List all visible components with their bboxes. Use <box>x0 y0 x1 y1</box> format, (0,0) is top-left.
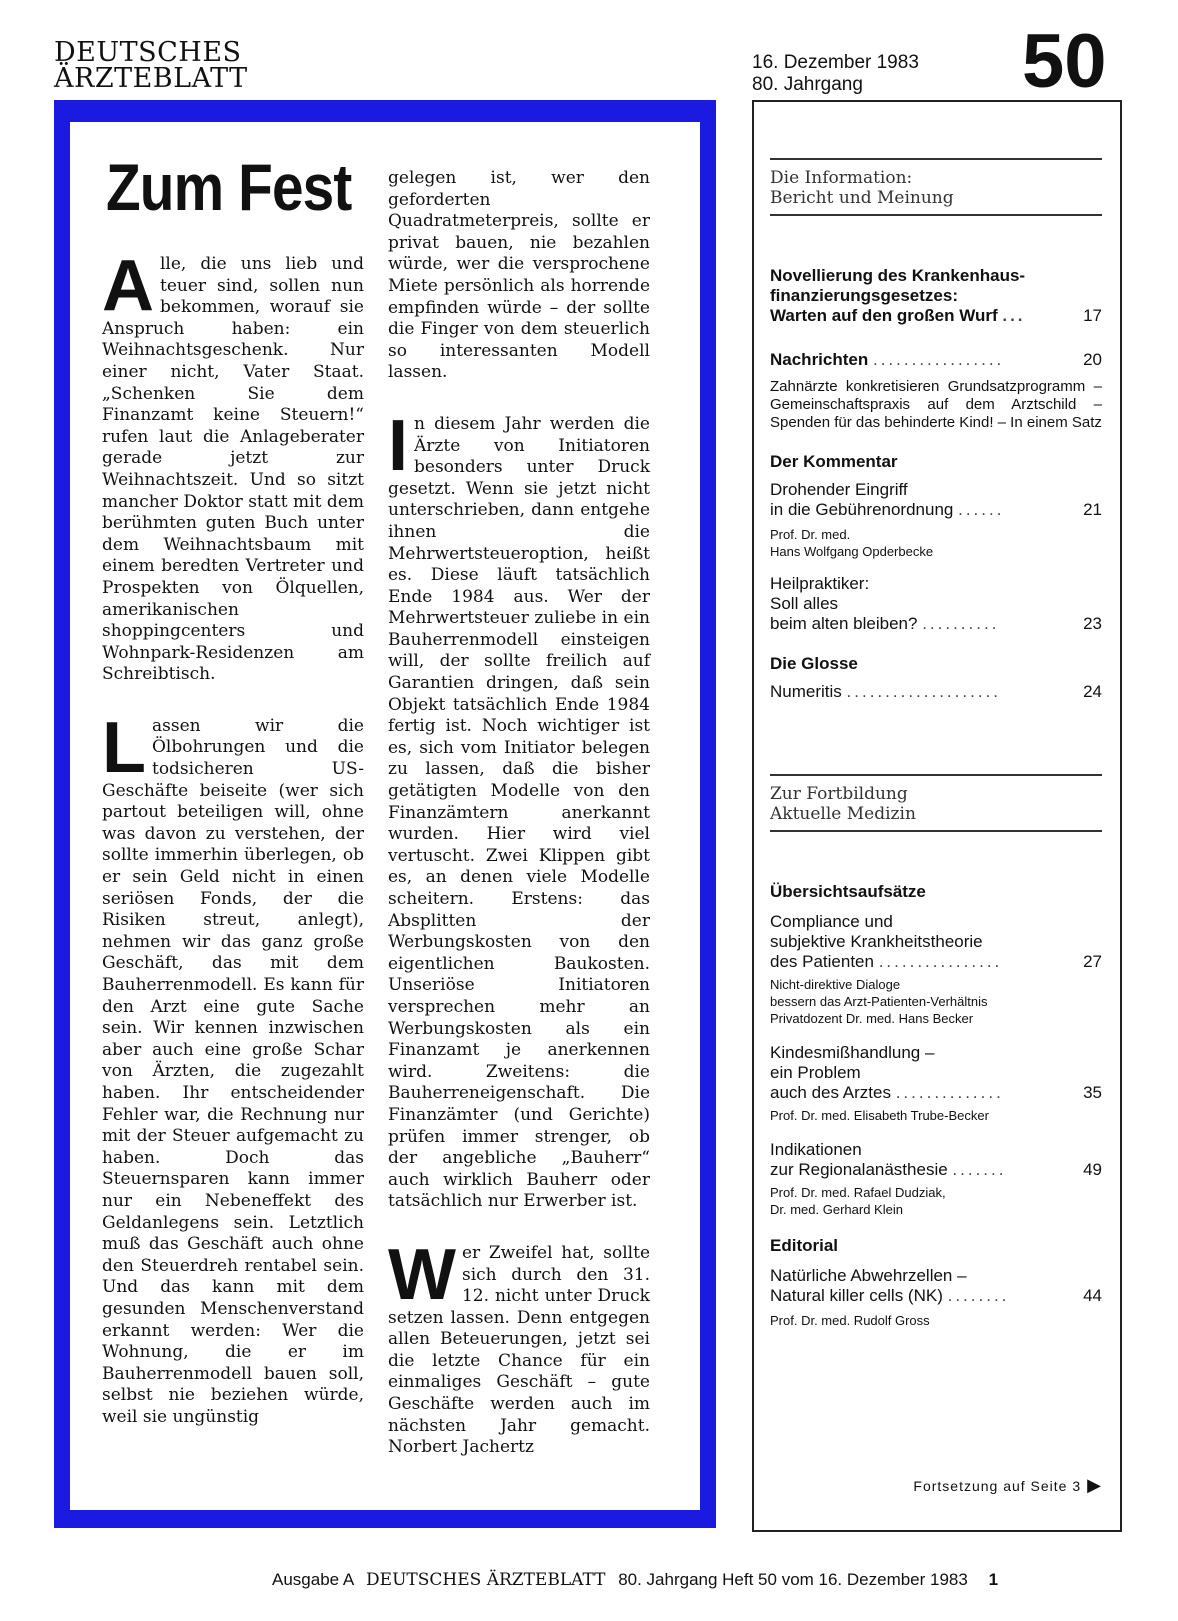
toc-entry-novellierung[interactable] <box>770 266 1102 326</box>
toc-category: Der Kommentar <box>770 452 898 471</box>
leader-dots: .................... <box>846 682 1001 701</box>
paragraph-text: assen wir die Ölbohrungen und die todsicheren US-Geschäfte beiseite (wer sich partout beteiligen will, ohne was davon zu verstehen, der sollte immerhin überlegen, ob er sein Geld nicht in einen seriösen Fonds, der die Risiken streut, anlegt), nehmen wir das ganz große Geschäft, das mit dem Bauherrenmodell. Es kann für den Arzt eine gute Sache sein. Wir kennen inzwischen aber auch eine große Schar von Ärzten, die zugezahlt haben. Ihr entscheidender Fehler war, die Rechnung nur mit der Steuer aufgemacht zu haben. Doch das Steuernsparen kann immer nur ein Nebeneffekt des Geldanlegens sein. Letztlich muß das Geschäft auch ohne den Steuerdreh rentabel sein. Und das kann mit dem gesunden Menschenverstand erkannt werden: Wer die Wohnung, die er im Bauherrenmodell bauen soll, selbst nie beziehen würde, weil sie ungünstig <box>102 715 364 1427</box>
toc-entry-line: ein Problem <box>770 1063 861 1082</box>
issue-date <box>752 52 919 96</box>
leader-dots: ... <box>1002 306 1026 325</box>
issue-number: 50 <box>1022 19 1107 104</box>
masthead-line1: DEUTSCHES <box>54 37 242 68</box>
toc-category: Die Glosse <box>770 654 858 673</box>
triangle-right-icon: ▶ <box>1087 1475 1102 1495</box>
page-number: 23 <box>1083 614 1102 633</box>
toc-entry-line: in die Gebührenordnung <box>770 500 954 519</box>
leader-dots: ...... <box>958 500 1005 519</box>
section-heading-fortbildung <box>770 774 1102 832</box>
toc-entry-line: Novellierung des Krankenhaus- <box>770 266 1026 285</box>
continue-link[interactable] <box>913 1475 1102 1496</box>
issue-date-line1: 16. Dezember 1983 <box>752 52 919 73</box>
toc-entry-line: beim alten bleiben? <box>770 614 918 633</box>
toc-entry-line: zur Regionalanästhesie <box>770 1160 948 1179</box>
page-footer <box>272 1570 998 1590</box>
toc-category: Übersichtsaufsätze <box>770 882 926 901</box>
footer-publication: DEUTSCHES ÄRZTEBLATT <box>366 1570 606 1590</box>
article-paragraph <box>388 168 650 384</box>
toc-author: Prof. Dr. med. Elisabeth Trube-Becker <box>770 1108 989 1123</box>
paragraph-text: n diesem Jahr werden die Ärzte von Initiatoren besonders unter Druck gesetzt. Wenn sie jetzt nicht unterschrieben, dann entgehe ihnen die Mehrwertsteueroption, heißt es. Diese läuft tatsächlich Ende 1984 aus. Wer der Mehrwertsteuer zuliebe in ein Bauherrenmodell einsteigen will, der sollte freilich auf Garantien dringen, daß sein Objekt tatsächlich Ende 1984 fertig ist. Noch wichtiger ist es, sich vom Initiator belegen zu lassen, daß die bisher getätigten Modelle von den Finanzämtern anerkannt wurden. Hier wird viel vertuscht. Zwei Klippen gibt es, an denen viele Modelle scheitern. Erstens: das Absplitten der Werbungskosten von den eigentlichen Baukosten. Unseriöse Initiatoren versprechen mehr an Werbungskosten als ein Finanzamt je anerkennen wird. Zweitens: die Bauherreneigenschaft. Die Finanzämter (und Gerichte) prüfen immer strenger, ob der angebliche „Bauherr“ auch wirklich Bauherr oder tatsächlich nur Erwerber ist. <box>388 413 650 1212</box>
masthead <box>54 37 248 94</box>
drop-cap: A <box>102 246 154 326</box>
toc-entry-line: Kindesmißhandlung – <box>770 1043 935 1062</box>
paragraph-text: er Zweifel hat, sollte sich durch den 31. 12. nicht unter Druck setzen lassen. Denn entgegen allen Beteuerungen, jetzt sei die letzte Chance für ein einmaliges Geschäft – gute Geschäfte werden auch im nächsten Jahr gemacht. Norbert Jachertz <box>388 1242 650 1458</box>
article-column-1 <box>102 246 364 1458</box>
toc-entry-kindesmisshandlung[interactable] <box>770 1043 1102 1103</box>
toc-entry-line: Numeritis <box>770 682 842 701</box>
editorial-panel <box>70 122 700 1510</box>
subtitle-line: Nicht-direktive Dialoge <box>770 977 901 992</box>
footer-info: 80. Jahrgang Heft 50 vom 16. Dezember 1983 <box>618 1570 968 1589</box>
leader-dots: .............. <box>895 1083 1004 1102</box>
continue-text: Fortsetzung auf Seite 3 <box>913 1478 1082 1494</box>
page-number: 21 <box>1083 500 1102 519</box>
page-number: 49 <box>1083 1160 1102 1179</box>
masthead-line2: ÄRZTEBLATT <box>54 63 248 94</box>
toc-entry-line: finanzierungsgesetzes: <box>770 286 958 305</box>
paragraph-text: gelegen ist, wer den geforderten Quadratmeterpreis, sollte er privat bauen, nie bezahlen würde, wer die versprochene Miete persönlich als horrende empfinden würde – der sollte die Finger von dem steuerlich so interessanten Modell lassen. <box>388 168 650 383</box>
section-heading-line: Aktuelle Medizin <box>770 804 916 824</box>
article-paragraph <box>388 405 650 1213</box>
drop-cap: W <box>388 1234 456 1315</box>
author-line: Dr. med. Gerhard Klein <box>770 1202 903 1217</box>
page-number: 24 <box>1083 682 1102 701</box>
article-paragraph <box>102 707 364 1429</box>
drop-cap: I <box>388 405 409 486</box>
toc-entry-line: Heilpraktiker: <box>770 574 870 593</box>
toc-entry-nachrichten[interactable] <box>770 350 1102 370</box>
leader-dots: ................. <box>872 350 1005 369</box>
page-number: 20 <box>1083 350 1102 369</box>
toc-entry-regionalanaesthesie[interactable] <box>770 1140 1102 1180</box>
footer-page-number: 1 <box>988 1570 999 1589</box>
leader-dots: .......... <box>922 614 1000 633</box>
toc-entry-line: des Patienten <box>770 952 874 971</box>
author-line: Privatdozent Dr. med. Hans Becker <box>770 1011 974 1026</box>
toc-description: Zahnärzte konkretisieren Grundsatzprogramm – Gemeinschaftspraxis auf dem Arztschild – Spenden für das behinderte Kind! – In einem Satz <box>770 378 1102 431</box>
author-line: Prof. Dr. med. Rafael Dudziak, <box>770 1185 946 1200</box>
toc-entry-line: Natural killer cells (NK) <box>770 1286 943 1305</box>
issue-date-line2: 80. Jahrgang <box>752 74 863 95</box>
article-title: Zum Fest <box>106 150 352 224</box>
toc-entry-line: subjektive Krankheitstheorie <box>770 932 983 951</box>
paragraph-text: lle, die uns lieb und teuer sind, sollen nun bekommen, worauf sie Anspruch haben: ein Weihnachtsgeschenk. Nur einer nicht, Vater Staat. „Schenken Sie dem Finanzamt keine Steuern!“ rufen laut die Anlageberater gerade jetzt zur Weihnachtszeit. Und so sitzt mancher Doktor statt mit dem berühmten guten Buch unter dem Weihnachtsbaum mit einem beredten Vertreter und Prospekten von Ölquellen, amerikanischen shoppingcenters und Wohnpark-Residenzen am Schreibtisch. <box>102 254 364 685</box>
toc-entry-line: Indikationen <box>770 1140 862 1159</box>
toc-author <box>770 526 1102 560</box>
toc-author <box>770 1184 1102 1218</box>
leader-dots: ................ <box>878 952 1003 971</box>
toc-entry-killer-cells[interactable] <box>770 1266 1102 1306</box>
toc-entry-line: Compliance und <box>770 912 893 931</box>
toc-entry-line: auch des Arztes <box>770 1083 891 1102</box>
toc-entry-numeritis[interactable] <box>770 682 1102 702</box>
section-heading-information <box>770 158 1102 216</box>
table-of-contents <box>752 100 1122 1532</box>
toc-author: Prof. Dr. med. Rudolf Gross <box>770 1313 930 1328</box>
toc-entry-line: Natürliche Abwehrzellen – <box>770 1266 967 1285</box>
footer-edition: Ausgabe A <box>272 1570 354 1589</box>
drop-cap: L <box>102 707 146 788</box>
article-paragraph <box>102 246 364 686</box>
section-heading-line: Zur Fortbildung <box>770 784 908 804</box>
author-line: Prof. Dr. med. <box>770 527 851 542</box>
toc-category: Editorial <box>770 1236 839 1255</box>
toc-entry-line: Soll alles <box>770 594 839 613</box>
toc-entry-compliance[interactable] <box>770 912 1102 972</box>
article-column-2 <box>388 168 650 1489</box>
toc-subtitle <box>770 976 1102 1027</box>
subtitle-line: bessern das Arzt-Patienten-Verhältnis <box>770 994 988 1009</box>
toc-entry-line: Warten auf den großen Wurf <box>770 306 998 325</box>
page-number: 35 <box>1083 1083 1102 1102</box>
toc-entry-gebuehrenordnung[interactable] <box>770 480 1102 520</box>
toc-entry-line: Drohender Eingriff <box>770 480 908 499</box>
article-paragraph <box>388 1234 650 1459</box>
editorial-frame <box>54 100 716 1528</box>
section-heading-line: Bericht und Meinung <box>770 188 954 208</box>
page-number: 27 <box>1083 952 1102 971</box>
page-number: 44 <box>1083 1286 1102 1305</box>
leader-dots: ........ <box>947 1286 1010 1305</box>
leader-dots: ....... <box>952 1160 1007 1179</box>
section-heading-line: Die Information: <box>770 168 913 188</box>
author-line: Hans Wolfgang Opderbecke <box>770 544 934 559</box>
toc-entry-heilpraktiker[interactable] <box>770 574 1102 634</box>
toc-category: Nachrichten <box>770 350 869 369</box>
page-number: 17 <box>1083 306 1102 325</box>
